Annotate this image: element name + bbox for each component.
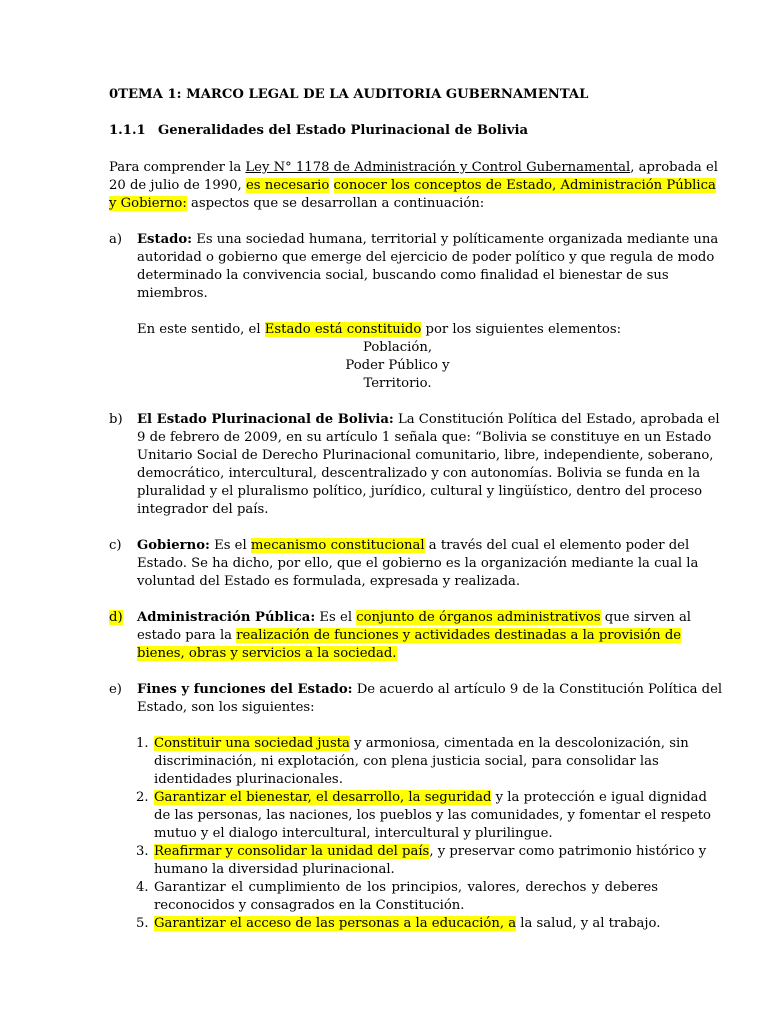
item-text: De acuerdo al artículo 9 de la Constitución Política del	[352, 682, 723, 697]
goal-4-line-1: Garantizar el cumplimiento de los principios, valores, derechos y deberes	[154, 880, 658, 895]
item-text: estado para la	[137, 628, 237, 643]
item-d-line-1	[137, 609, 692, 627]
item-c-line-2: Estado. Se ha dicho, por ello, que el gobierno es la organización mediante la cual la	[137, 556, 699, 571]
goal-2-line-1	[154, 789, 707, 807]
item-b-line-2: 9 de febrero de 2009, en su artículo 1 señala que: “Bolivia se constituye en un Estado	[137, 430, 712, 445]
item-label: El Estado Plurinacional de Bolivia:	[137, 412, 394, 427]
item-c-line-1	[137, 537, 690, 555]
list-marker-b: b)	[109, 412, 123, 427]
item-label: Estado:	[137, 232, 192, 247]
item-a-line-3: determinado la convivencia social, buscando como finalidad el bienestar de sus	[137, 268, 669, 283]
numbered-marker-2: 2.	[136, 790, 149, 805]
element-territorio: Territorio.	[363, 376, 432, 391]
highlighted-marker: d)	[109, 610, 123, 625]
list-marker-c: c)	[109, 538, 122, 553]
highlighted-text: y Gobierno:	[109, 196, 187, 211]
item-text: que sirven al	[600, 610, 692, 625]
item-text: , y preservar como patrimonio histórico y	[429, 844, 707, 859]
item-c-line-3: voluntad del Estado es formulada, expresada y realizada.	[137, 574, 521, 589]
item-label: Fines y funciones del Estado:	[137, 682, 353, 697]
highlighted-text: conjunto de órganos administrativos	[356, 610, 601, 625]
item-e-line-2: Estado, son los siguientes:	[137, 700, 315, 715]
intro-text: , aprobada el	[630, 160, 718, 175]
numbered-marker-3: 3.	[136, 844, 149, 859]
element-poblacion: Población,	[362, 340, 433, 355]
goal-2-line-2: de las personas, las naciones, los pueblos y las comunidades, y fomentar el respeto	[154, 808, 711, 823]
goal-1-line-3: identidades plurinacionales.	[154, 772, 343, 787]
item-text: la salud, y al trabajo.	[516, 916, 661, 931]
item-text: Es el	[209, 538, 251, 553]
item-a-line-4: miembros.	[137, 286, 208, 301]
highlighted-text: conocer los conceptos de Estado, Administración Pública	[333, 178, 716, 193]
intro-text: Para comprender la	[109, 160, 246, 175]
item-d-line-2	[137, 627, 682, 645]
item-label: Administración Pública:	[137, 610, 316, 625]
highlighted-text: Constituir una sociedad justa	[154, 736, 350, 751]
document-title: 0TEMA 1: MARCO LEGAL DE LA AUDITORIA GUBERNAMENTAL	[109, 87, 589, 102]
list-marker-d	[109, 609, 123, 627]
highlighted-text: Reafirmar y consolidar la unidad del país	[154, 844, 430, 859]
item-text: Es una sociedad humana, territorial y políticamente organizada mediante una	[192, 232, 719, 247]
item-b-line-6: integrador del país.	[137, 502, 269, 517]
section-heading: Generalidades del Estado Plurinacional de Bolivia	[158, 123, 529, 138]
item-a-line-2: autoridad o gobierno que emerge del ejercicio de poder político y que regula de modo	[137, 250, 715, 265]
intro-line-3	[109, 195, 658, 213]
goal-1-line-1	[154, 735, 689, 753]
goal-3-line-1	[154, 843, 707, 861]
numbered-marker-5: 5.	[136, 916, 149, 931]
highlighted-text: Garantizar el acceso de las personas a la educación, a	[154, 916, 517, 931]
item-text: por los siguientes elementos:	[421, 322, 622, 337]
intro-text: aspectos que se desarrollan a continuación:	[186, 196, 485, 211]
intro-line-1	[109, 159, 718, 177]
list-marker-e: e)	[109, 682, 122, 697]
section-number: 1.1.1	[109, 123, 146, 138]
list-marker-a: a)	[109, 232, 123, 247]
goal-4-line-2: reconocidos y consagrados en la Constitución.	[154, 898, 465, 913]
intro-line-2	[109, 177, 716, 195]
highlighted-text: mecanismo constitucional	[250, 538, 425, 553]
goal-3-line-2: humano la diversidad plurinacional.	[154, 862, 395, 877]
item-b-line-4: democrático, intercultural, descentralizado y con autonomías. Bolivia se funda en la	[137, 466, 701, 481]
highlighted-text: bienes, obras y servicios a la sociedad.	[137, 646, 397, 661]
intro-text: 20 de julio de 1990,	[109, 178, 246, 193]
item-e-line-1	[137, 681, 723, 699]
item-text: y armoniosa, cimentada en la descolonización, sin	[349, 736, 689, 751]
goal-1-line-2: discriminación, ni explotación, con plena justicia social, para consolidar las	[154, 754, 659, 769]
highlighted-text: Estado está constituido	[264, 322, 422, 337]
item-b-line-1	[137, 411, 720, 429]
item-text: En este sentido, el	[137, 322, 265, 337]
item-label: Gobierno:	[137, 538, 210, 553]
goal-2-line-3: mutuo y el dialogo intercultural, intercultural y plurilingue.	[154, 826, 553, 841]
item-a-line-1	[137, 231, 719, 249]
item-text: a través del cual el elemento poder del	[424, 538, 690, 553]
item-b-line-3: Unitario Social de Derecho Plurinacional comunitario, libre, independiente, soberano,	[137, 448, 714, 463]
highlighted-text: realización de funciones y actividades destinadas a la provisión de	[236, 628, 682, 643]
numbered-marker-4: 4.	[136, 880, 149, 895]
item-d-line-3	[137, 645, 658, 663]
element-poder-publico: Poder Público y	[345, 358, 450, 373]
item-a-paragraph-2	[137, 321, 658, 339]
goal-5-line-1	[154, 915, 661, 933]
item-b-line-5: pluralidad y el pluralismo político, jurídico, cultural y lingüístico, dentro del proceso	[137, 484, 703, 499]
highlighted-text: es necesario	[245, 178, 330, 193]
item-text: Es el	[315, 610, 357, 625]
item-text: La Constitución Política del Estado, aprobada el	[393, 412, 720, 427]
law-reference: Ley N° 1178 de Administración y Control Gubernamental	[245, 160, 631, 175]
item-text: y la protección e igual dignidad	[491, 790, 707, 805]
numbered-marker-1: 1.	[136, 736, 149, 751]
highlighted-text: Garantizar el bienestar, el desarrollo, la seguridad	[154, 790, 492, 805]
